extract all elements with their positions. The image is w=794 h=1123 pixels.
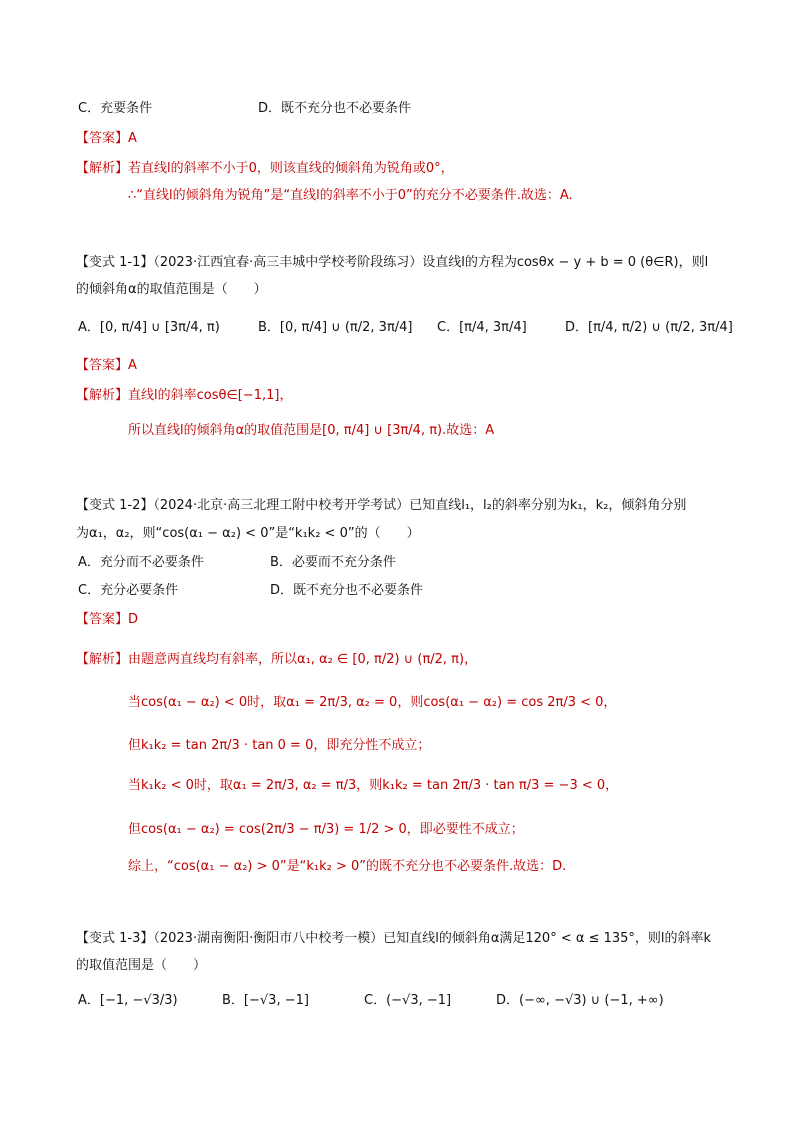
option-d: D．既不充分也不必要条件 (258, 101, 412, 116)
option-a: A．[−1, −√3/3) (78, 993, 178, 1008)
analysis-label: 【解析】 (76, 652, 129, 667)
analysis-text: 由题意两直线均有斜率，所以α₁, α₂ ∈ [0, π/2) ∪ (π/2, π)， (128, 652, 478, 667)
question-stem: 【变式 1-2】（2024·北京·高三北理工附中校考开学考试）已知直线l₁，l₂的斜率分别为k₁，k₂，倾斜角分别 (76, 498, 687, 513)
answer-value: A (128, 358, 137, 373)
answer-row (76, 129, 137, 149)
analysis-text: 当k₁k₂ < 0时，取α₁ = 2π/3, α₂ = π/3，则k₁k₂ = tan 2π/3 · tan π/3 = −3 < 0， (128, 778, 619, 793)
option-a: A．[0, π/4] ∪ [3π/4, π) (78, 320, 220, 335)
analysis-text: 当cos(α₁ − α₂) < 0时，取α₁ = 2π/3, α₂ = 0，则cos(α₁ − α₂) = cos 2π/3 < 0， (128, 695, 617, 710)
analysis-text: ∴“直线l的倾斜角为锐角”是“直线l的斜率不小于0”的充分不必要条件.故选：A. (128, 188, 573, 203)
option-d: D．(−∞, −√3) ∪ (−1, +∞) (496, 993, 664, 1008)
option-b: B．必要而不充分条件 (270, 555, 396, 570)
option-d: D．[π/4, π/2) ∪ (π/2, 3π/4] (565, 320, 733, 335)
answer-value: D (128, 612, 139, 627)
analysis-row (76, 159, 454, 179)
analysis-text: 直线l的斜率cosθ∈[−1,1]， (128, 388, 293, 403)
answer-label: 【答案】 (76, 358, 129, 373)
answer-label: 【答案】 (76, 131, 129, 146)
analysis-text: 若直线l的斜率不小于0，则该直线的倾斜角为锐角或0°， (128, 161, 454, 176)
analysis-text: 但k₁k₂ = tan 2π/3 · tan 0 = 0，即充分性不成立； (128, 738, 431, 753)
answer-value: A (128, 131, 137, 146)
option-a: A．充分而不必要条件 (78, 555, 204, 570)
question-stem: 【变式 1-1】（2023·江西宜春·高三丰城中学校考阶段练习）设直线l的方程为cosθx − y + b = 0 (θ∈R)，则l (76, 255, 709, 270)
answer-row (76, 610, 138, 630)
question-stem: 为α₁，α₂，则“cos(α₁ − α₂) < 0”是“k₁k₂ < 0”的（ ） (76, 526, 420, 541)
option-c: C．[π/4, 3π/4] (437, 320, 527, 335)
analysis-label: 【解析】 (76, 388, 129, 403)
analysis-text: 所以直线l的倾斜角α的取值范围是[0, π/4] ∪ [3π/4, π).故选：A (128, 423, 495, 438)
analysis-row (76, 386, 293, 406)
answer-row (76, 356, 137, 376)
option-b: B．[−√3, −1] (222, 993, 309, 1008)
option-c: C．充分必要条件 (78, 583, 179, 598)
option-c: C．(−√3, −1] (364, 993, 452, 1008)
question-stem: 【变式 1-3】（2023·湖南衡阳·衡阳市八中校考一模）已知直线l的倾斜角α满足120° < α ≤ 135°，则l的斜率k (76, 931, 712, 946)
question-stem: 的倾斜角α的取值范围是（ ） (76, 282, 267, 297)
analysis-text: 但cos(α₁ − α₂) = cos(2π/3 − π/3) = 1/2 > 0，即必要性不成立； (128, 822, 524, 837)
analysis-text: 综上，“cos(α₁ − α₂) > 0”是“k₁k₂ > 0”的既不充分也不必要条件.故选：D. (128, 859, 567, 874)
analysis-label: 【解析】 (76, 161, 129, 176)
option-d: D．既不充分也不必要条件 (270, 583, 424, 598)
option-c: C．充要条件 (78, 101, 153, 116)
answer-label: 【答案】 (76, 612, 129, 627)
question-stem: 的取值范围是（ ） (76, 958, 207, 973)
option-b: B．[0, π/4] ∪ (π/2, 3π/4] (258, 320, 413, 335)
analysis-row (76, 650, 477, 670)
